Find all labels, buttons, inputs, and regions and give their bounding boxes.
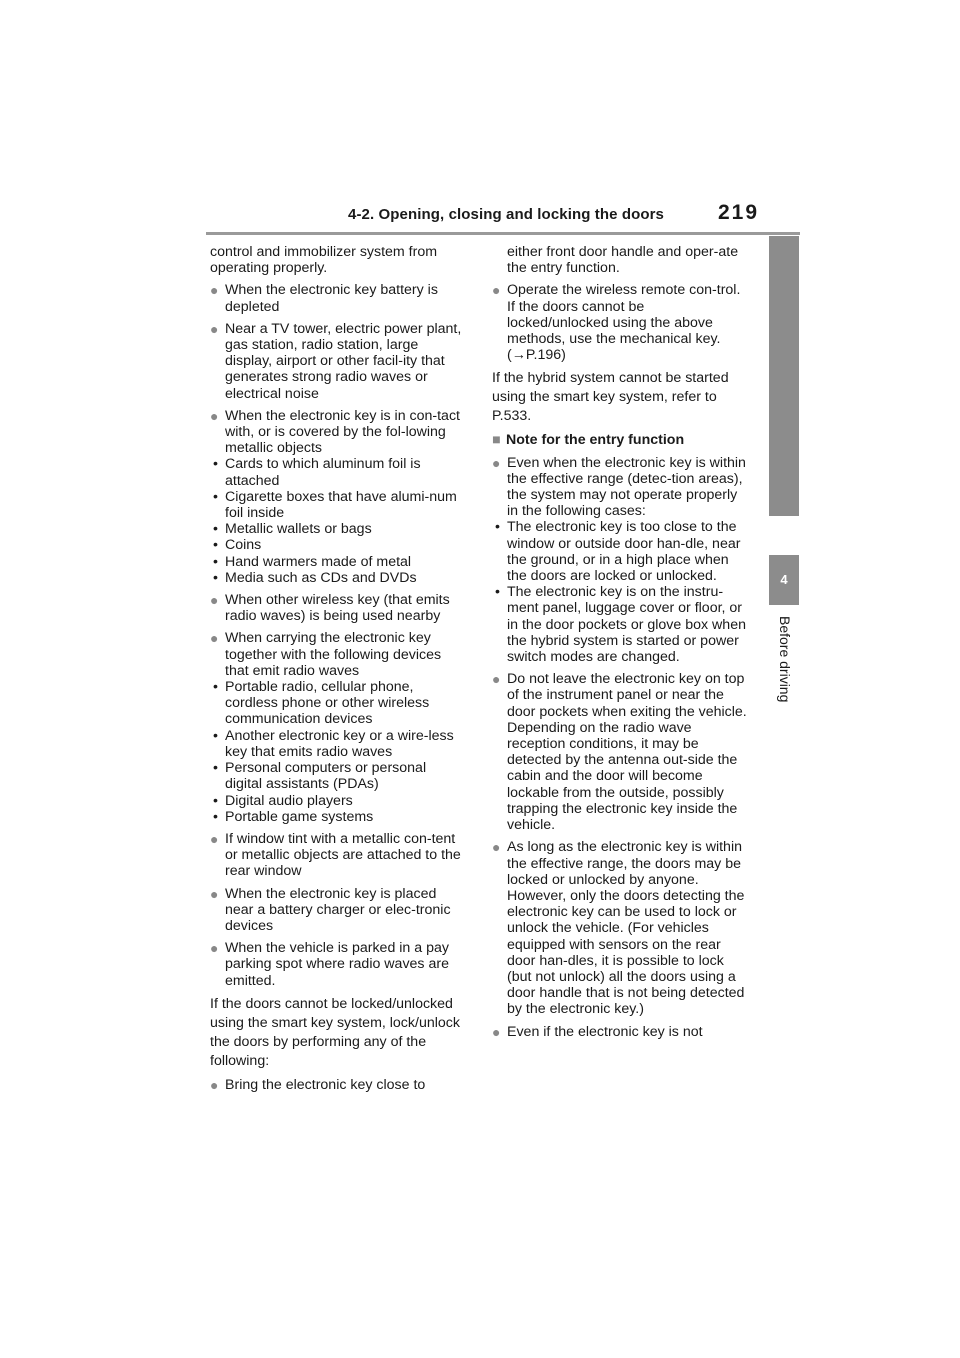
cases-list bbox=[492, 519, 748, 665]
arrow-right-icon: → bbox=[511, 347, 526, 364]
intro-paragraph: control and immobilizer system from operating properly. bbox=[210, 244, 438, 277]
bullet-icon: ● bbox=[492, 1023, 501, 1040]
list-item: ● Do not leave the electronic key on top of the instrument panel or near the door pockets when exiting the vehicle. Depending on the radio wave reception conditions, it may be detected by the antenna out-side the cabin and the door will become lockable from the outside, possibly trapping the electronic key inside the vehicle. bbox=[492, 671, 747, 834]
tab-number: 4 bbox=[780, 572, 788, 587]
list-item: ● When the electronic key battery is depleted bbox=[210, 282, 438, 315]
list-item: ● Even if the electronic key is not bbox=[492, 1023, 703, 1040]
sub-list-item: • Portable radio, cellular phone, cordless phone or other wireless communication devices bbox=[213, 679, 430, 728]
page-number: 219 bbox=[718, 201, 760, 224]
sub-list-item: • Metallic wallets or bags bbox=[213, 521, 372, 538]
radio-devices-list bbox=[210, 679, 466, 825]
bullet-icon: ● bbox=[210, 940, 219, 957]
sub-list-item: • Cards to which aluminum foil is attached bbox=[213, 456, 421, 489]
header-divider bbox=[206, 232, 800, 235]
sub-list-item: • Portable game systems bbox=[213, 808, 374, 825]
hybrid-paragraph: If the hybrid system cannot be started using the smart key system, refer to P.533. bbox=[492, 370, 729, 425]
doors-paragraph: If the doors cannot be locked/unlocked using the smart key system, lock/unlock the doors by performing any of the following: bbox=[210, 995, 460, 1069]
sub-list-item: • Personal computers or personal digital assistants (PDAs) bbox=[213, 760, 427, 793]
bullet-icon: ● bbox=[210, 630, 219, 647]
list-item: ● When the vehicle is parked in a pay parking spot where radio waves are emitted. bbox=[210, 940, 449, 989]
bullet-icon: ● bbox=[210, 1076, 219, 1093]
list-item: ● When the electronic key is placed near a battery charger or elec-tronic devices bbox=[210, 885, 451, 934]
list-item: ● If window tint with a metallic con-tent or metallic objects are attached to the rear window bbox=[210, 830, 461, 880]
section-heading: ■ Note for the entry function bbox=[492, 432, 685, 449]
bullet-icon: ● bbox=[210, 592, 219, 609]
sub-list-item: • Another electronic key or a wire-less key that emits radio waves bbox=[213, 727, 454, 760]
sub-list-item: • Coins bbox=[213, 537, 262, 554]
bullet-icon: ● bbox=[210, 830, 219, 847]
bullet-icon: ● bbox=[210, 282, 219, 299]
bullet-icon: ● bbox=[210, 885, 219, 902]
list-item: ● When the electronic key is in con-tact with, or is covered by the fol-lowing metallic objects bbox=[210, 407, 460, 457]
sub-list-item: • The electronic key is too close to the window or outside door han-dle, near the ground, or in a high place when the doors are locked or unlocked. bbox=[495, 519, 741, 585]
bullet-icon: ● bbox=[492, 282, 501, 299]
sub-list-item: • Hand warmers made of metal bbox=[213, 553, 412, 570]
list-item: ● As long as the electronic key is within the effective range, the doors may be locked or unlocked by anyone. However, only the doors detecting the electronic key can be used to lock or unlock the vehicle. (For vehicles equipped with sensors on the rear door han-dles, it is possible to lock (but not unlock) all the doors using a door handle that is not being detected by the electronic key.) bbox=[492, 839, 745, 1018]
side-tab-bar bbox=[769, 236, 799, 516]
chapter-title: 4-2. Opening, closing and locking the doors bbox=[348, 206, 664, 223]
list-item: ● When carrying the electronic key together with the following devices that emit radio waves bbox=[210, 630, 442, 679]
left-column bbox=[210, 244, 466, 1099]
bullet-icon: ● bbox=[210, 407, 219, 424]
continuation-text: either front door handle and oper-ate the entry function. bbox=[507, 244, 739, 277]
metallic-objects-list bbox=[210, 456, 466, 586]
bullet-icon: ● bbox=[210, 320, 219, 337]
sub-list-item: • Digital audio players bbox=[213, 792, 353, 809]
square-bullet-icon: ■ bbox=[492, 432, 501, 449]
sub-list-item: • Cigarette boxes that have alumi-num foil inside bbox=[213, 488, 457, 522]
list-item: ● Operate the wireless remote con-trol. If the doors cannot be locked/unlocked using the above methods, use the mechanical key. (→P.196) bbox=[492, 282, 741, 364]
page-reference-link[interactable]: P.196 bbox=[525, 347, 562, 364]
list-item: ● Bring the electronic key close to bbox=[210, 1076, 426, 1093]
bullet-icon: ● bbox=[492, 671, 501, 688]
bullet-icon: ● bbox=[492, 839, 501, 856]
bullet-icon: ● bbox=[492, 454, 501, 471]
sub-list-item: • Media such as CDs and DVDs bbox=[213, 569, 417, 586]
list-item: ● Near a TV tower, electric power plant, gas station, radio station, large display, airport or other facil-ity that generates strong radio waves or electrical noise bbox=[210, 320, 462, 402]
list-item: ● When other wireless key (that emits radio waves) is being used nearby bbox=[210, 592, 450, 625]
section-label: Before driving bbox=[777, 616, 793, 703]
list-item: ● Even when the electronic key is within the effective range (detec-tion areas), the system may not operate properly in the following cases: bbox=[492, 454, 746, 520]
right-column bbox=[492, 244, 748, 1046]
sub-list-item: • The electronic key is on the instru-ment panel, luggage cover or floor, or in the door pockets or glove box when the hybrid system is started or power switch modes are changed. bbox=[495, 584, 746, 666]
